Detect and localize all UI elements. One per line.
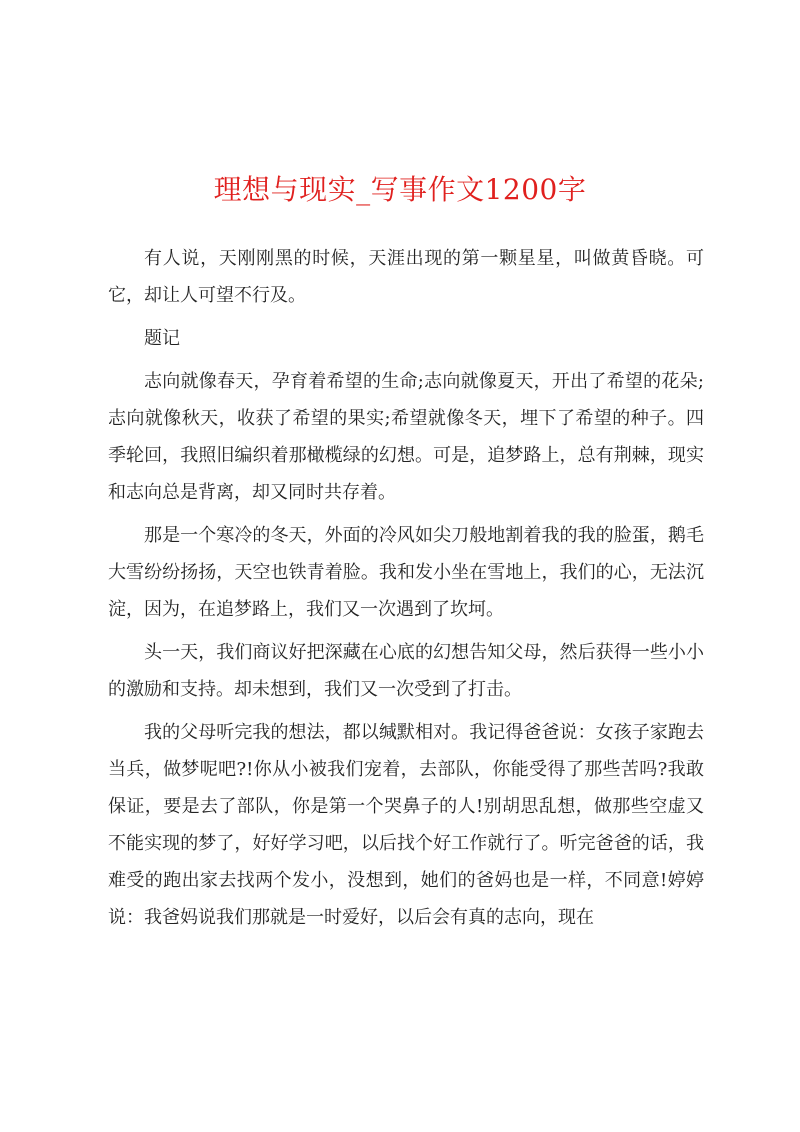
paragraph-seasons: 志向就像春天，孕育着希望的生命;志向就像夏天，开出了希望的花朵;志向就像秋天，收获了希望的果实;希望就像冬天，埋下了希望的种子。四季轮回，我照旧编织着那橄榄绿的幻想。可是，追梦路上，总有荆棘，现实和志向总是背离，却又同时共存着。 — [108, 371, 704, 503]
document-title: 理想与现实_写事作文1200字 — [213, 173, 587, 206]
paragraph-intro: 有人说，天刚刚黑的时候，天涯出现的第一颗星星，叫做黄昏晓。可它，却让人可望不行及。 — [108, 248, 704, 306]
paragraph-previous-day: 头一天，我们商议好把深藏在心底的幻想告知父母，然后获得一些小小的激励和支持。却未想到，我们又一次受到了打击。 — [108, 642, 704, 700]
paragraph-parents: 我的父母听完我的想法，都以缄默相对。我记得爸爸说：女孩子家跑去当兵，做梦呢吧?!你从小被我们宠着，去部队，你能受得了那些苦吗?我敢保证，要是去了部队，你是第一个哭鼻子的人!别胡思乱想，做那些空虚又不能实现的梦了，好好学习吧，以后找个好工作就行了。听完爸爸的话，我难受的跑出家去找两个发小，没想到，她们的爸妈也是一样，不同意!婷婷说：我爸妈说我们那就是一时爱好，以后会有真的志向，现在 — [108, 722, 704, 928]
paragraph-epigraph-label: 题记 — [144, 328, 180, 349]
document-body — [108, 240, 704, 942]
paragraph-winter: 那是一个寒冷的冬天，外面的冷风如尖刀般地割着我的我的脸蛋，鹅毛大雪纷纷扬扬，天空也铁青着脸。我和发小坐在雪地上，我们的心，无法沉淀，因为，在追梦路上，我们又一次遇到了坎坷。 — [108, 525, 704, 620]
